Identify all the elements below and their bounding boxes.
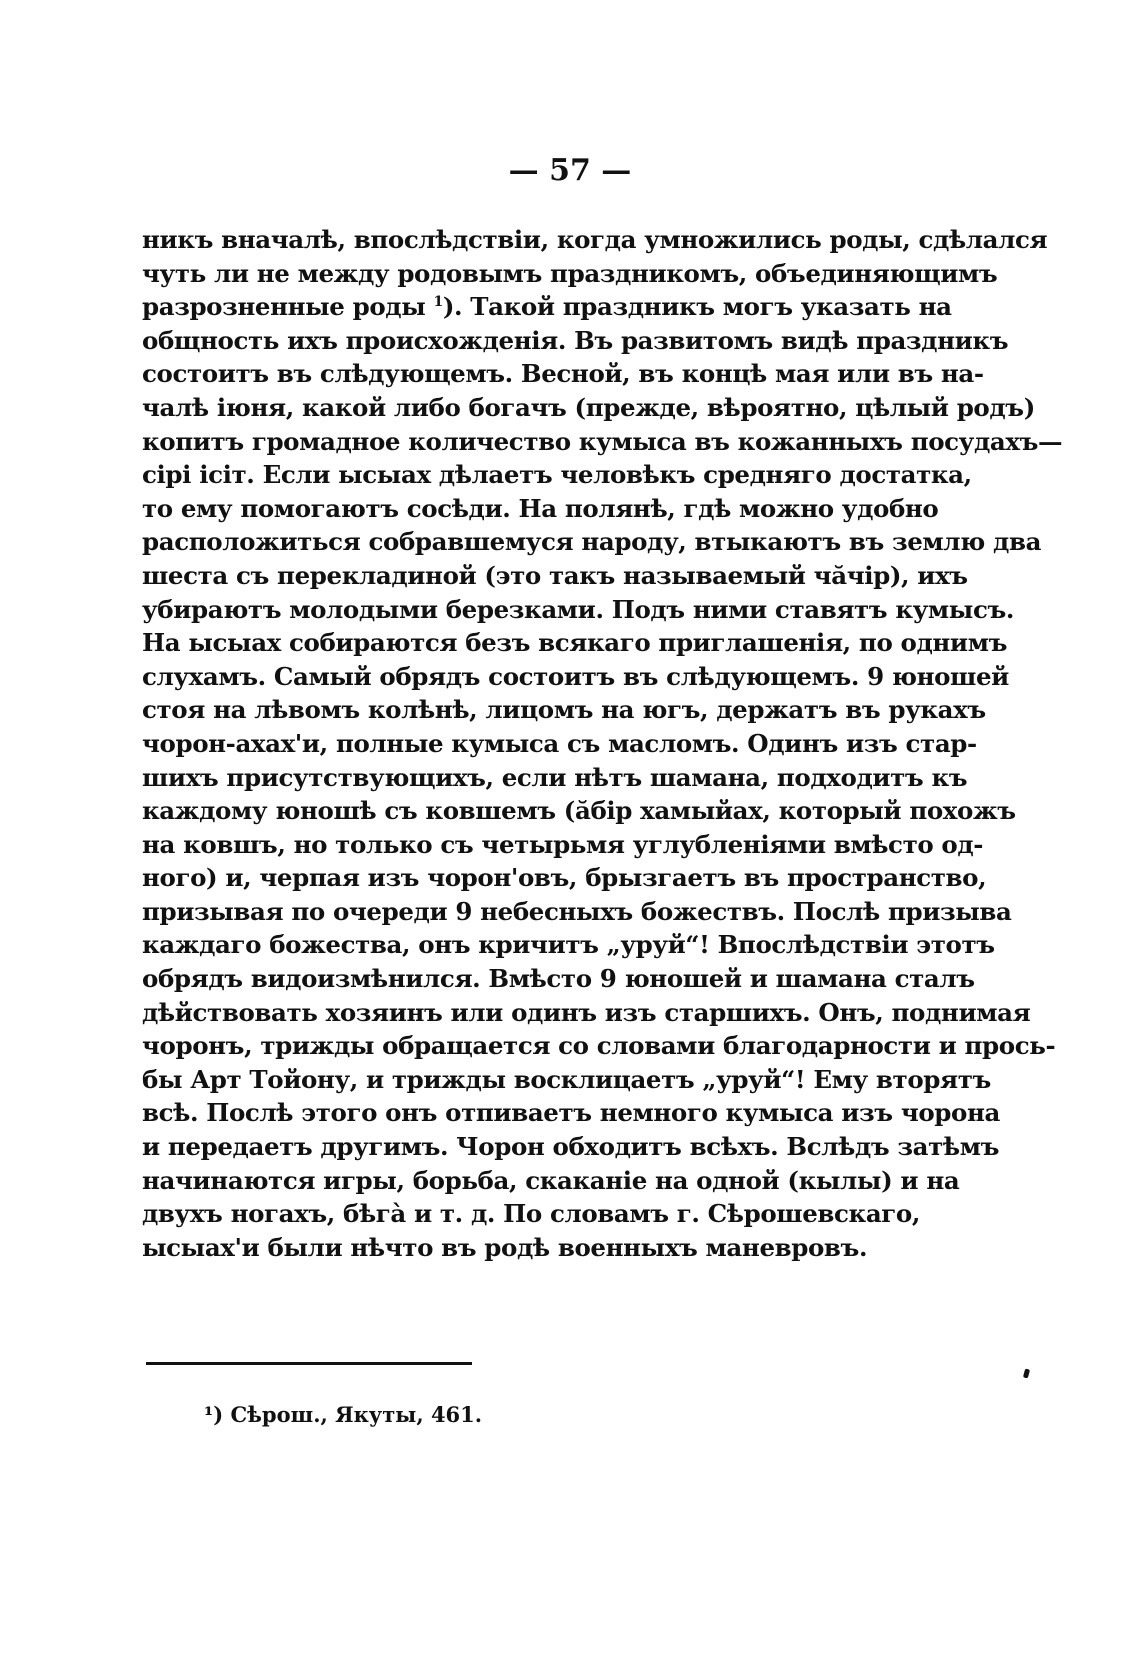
footnote-divider — [146, 1362, 472, 1365]
text-line: чоронъ, трижды обращается со словами благодарности и прось- — [142, 1031, 1056, 1061]
text-fragment: разрозненные роды — [142, 292, 426, 322]
text-line: общность ихъ происхожденія. Въ развитомъ видѣ праздникъ — [142, 325, 1009, 355]
body-text — [142, 223, 1063, 1264]
text-line: призывая по очереди 9 небесныхъ божествъ. Послѣ призыва — [142, 896, 1012, 926]
text-line: шихъ присутствующихъ, если нѣтъ шамана, подходитъ къ — [142, 762, 968, 792]
text-line: всѣ. Послѣ этого онъ отпиваетъ немного кумыса изъ чорона — [142, 1098, 1000, 1128]
text-line: каждому юношѣ съ ковшемъ (ӑбір хамыйах, который похожъ — [142, 796, 1016, 826]
text-line: двухъ ногахъ, бѣга̀ и т. д. По словамъ г. Сѣрошевскаго, — [142, 1199, 920, 1229]
text-line: чалѣ іюня, какой либо богачъ (прежде, вѣроятно, цѣлый родъ) — [142, 392, 1035, 422]
text-fragment: ). Такой праздникъ могъ указать на — [442, 292, 952, 322]
text-line: На ысыах собираются безъ всякаго приглашенія, по однимъ — [142, 628, 1007, 658]
text-line: бы Арт Тойону, и трижды восклицаетъ „уруй“! Ему вторятъ — [142, 1064, 991, 1094]
page-number: — 57 — — [508, 153, 632, 188]
text-line: и передаетъ другимъ. Чорон обходитъ всѣхъ. Вслѣдъ затѣмъ — [142, 1132, 999, 1162]
text-line: дѣйствовать хозяинъ или одинъ изъ старшихъ. Онъ, поднимая — [142, 997, 1031, 1027]
text-line-last: ысыах'и были нѣчто въ родѣ военныхъ маневровъ. — [142, 1232, 868, 1262]
text-line: копитъ громадное количество кумыса въ кожанныхъ посудахъ— — [142, 426, 1063, 456]
text-line-with-footnote — [142, 290, 952, 324]
ink-speck — [1023, 1369, 1030, 1379]
footnote-text: Сѣрош., Якуты, 461. — [230, 1402, 483, 1427]
text-line: обрядъ видоизмѣнился. Вмѣсто 9 юношей и шамана сталъ — [142, 964, 975, 994]
text-line: расположиться собравшемуся народу, втыкаютъ въ землю два — [142, 527, 1042, 557]
text-line: состоитъ въ слѣдующемъ. Весной, въ концѣ мая или въ на- — [142, 359, 984, 389]
text-line: каждаго божества, онъ кричитъ „уруй“! Впослѣдствіи этотъ — [142, 930, 995, 960]
text-line: чуть ли не между родовымъ праздникомъ, объединяющимъ — [142, 258, 998, 288]
text-line: то ему помогаютъ сосѣди. На полянѣ, гдѣ можно удобно — [142, 493, 939, 523]
text-line: начинаются игры, борьба, скаканіе на одной (кылы) и на — [142, 1165, 960, 1195]
footnote — [204, 1402, 482, 1427]
text-line: на ковшъ, но только съ четырьмя углубленіями вмѣсто од- — [142, 829, 984, 859]
text-line: сірі ісіт. Если ысыах дѣлаетъ человѣкъ средняго достатка, — [142, 460, 972, 490]
text-line: убираютъ молодыми березками. Подъ ними ставятъ кумысъ. — [142, 594, 1014, 624]
text-line: ного) и, черпая изъ чорон'овъ, брызгаетъ въ пространство, — [142, 863, 987, 893]
text-line: шеста съ перекладиной (это такъ называемый чӑчір), ихъ — [142, 560, 968, 590]
text-line: никъ вначалѣ, впослѣдствіи, когда умножились роды, сдѣлался — [142, 225, 1048, 254]
text-line: стоя на лѣвомъ колѣнѣ, лицомъ на югъ, держатъ въ рукахъ — [142, 695, 986, 725]
text-line: слухамъ. Самый обрядъ состоитъ въ слѣдующемъ. 9 юношей — [142, 661, 1009, 691]
text-line: чорон-ахах'и, полные кумыса съ масломъ. Одинъ изъ стар- — [142, 728, 977, 758]
footnote-reference: 1 — [433, 294, 443, 311]
footnote-marker: ¹) — [204, 1402, 224, 1427]
